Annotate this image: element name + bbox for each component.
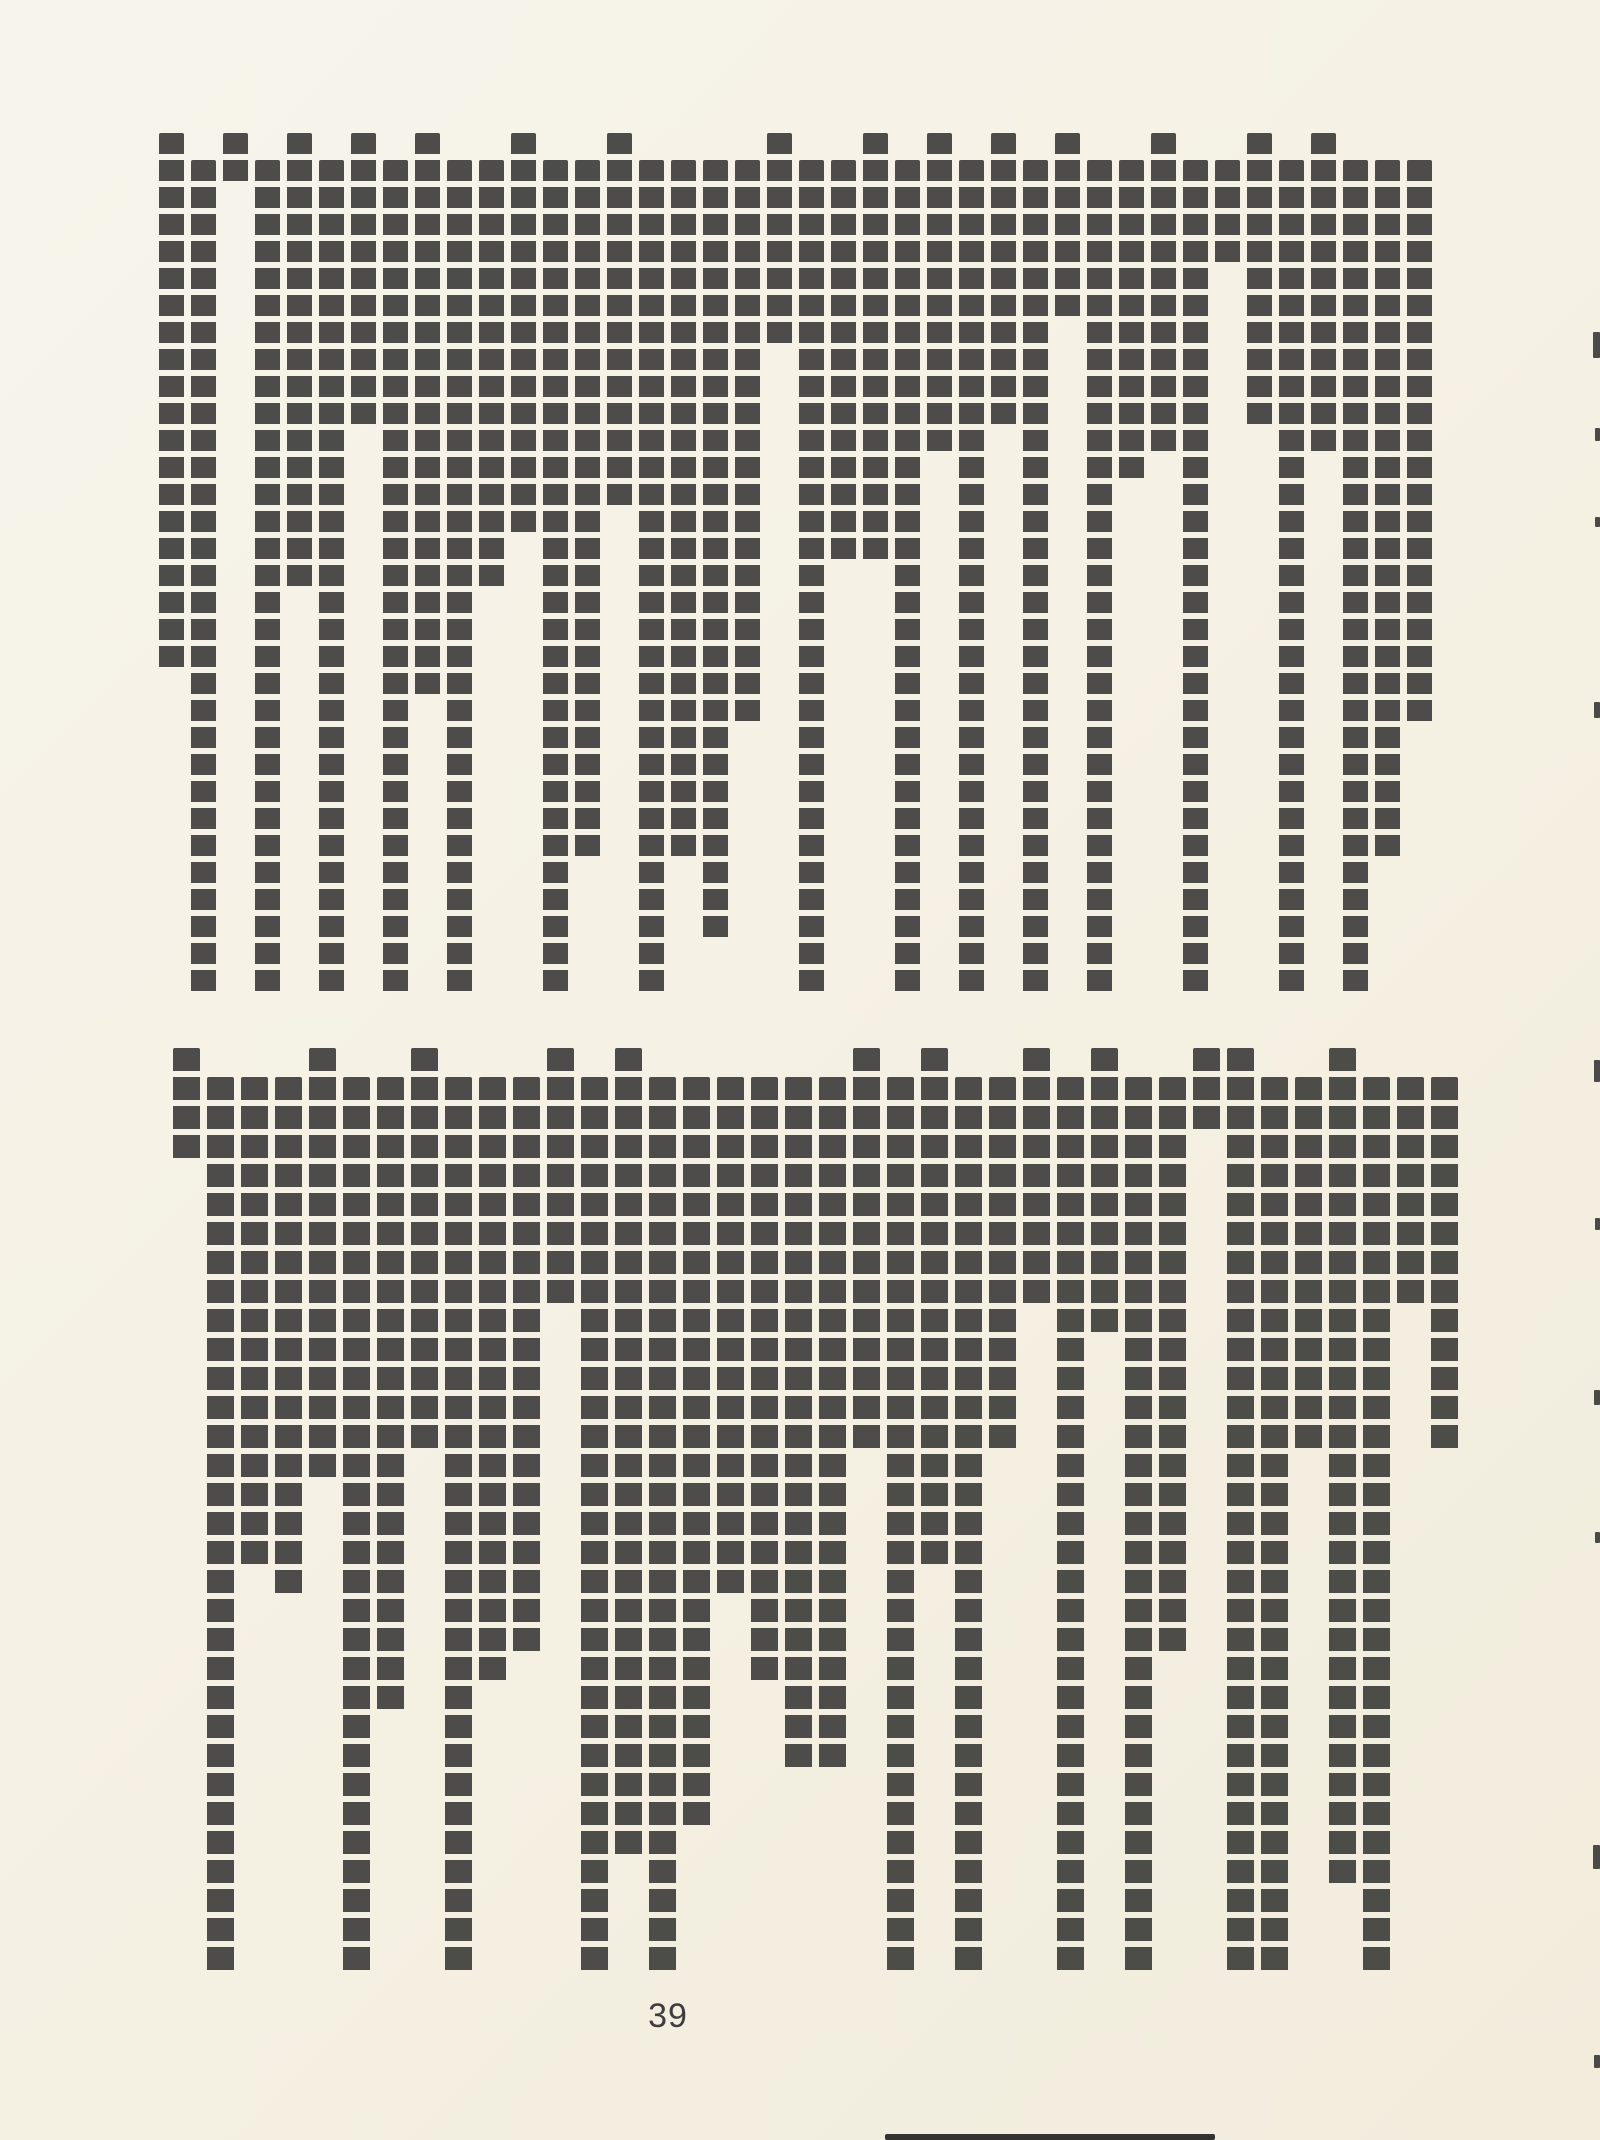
- text-block-bottom: [166, 1048, 1458, 1978]
- greeked-text-column: [1091, 1048, 1118, 1338]
- greeked-text-column: [735, 160, 760, 727]
- greeked-text-column: [1055, 133, 1080, 322]
- greeked-text-column: [575, 160, 600, 862]
- greeked-text-column: [863, 133, 888, 565]
- greeked-text-column: [1261, 1077, 1288, 1976]
- greeked-text-column: [1087, 160, 1112, 997]
- scan-artifact: [1595, 1532, 1600, 1543]
- greeked-text-column: [309, 1048, 336, 1483]
- greeked-text-column: [1193, 1048, 1220, 1135]
- greeked-text-column: [411, 1048, 438, 1454]
- greeked-text-column: [543, 160, 568, 997]
- greeked-text-column: [1119, 160, 1144, 484]
- greeked-text-column: [639, 160, 664, 997]
- greeked-text-column: [683, 1077, 710, 1831]
- greeked-text-column: [989, 1077, 1016, 1454]
- greeked-text-column: [1023, 1048, 1050, 1309]
- greeked-text-column: [819, 1077, 846, 1773]
- scan-artifact: [1594, 702, 1600, 718]
- greeked-text-column: [1363, 1077, 1390, 1976]
- scan-artifact: [1593, 1845, 1600, 1869]
- greeked-text-column: [921, 1048, 948, 1570]
- greeked-text-column: [895, 160, 920, 997]
- greeked-text-column: [1247, 133, 1272, 430]
- greeked-text-column: [415, 133, 440, 700]
- greeked-text-column: [445, 1077, 472, 1976]
- greeked-text-column: [275, 1077, 302, 1599]
- greeked-text-column: [1311, 133, 1336, 457]
- greeked-text-column: [703, 160, 728, 943]
- greeked-text-column: [1227, 1048, 1254, 1976]
- greeked-text-column: [1375, 160, 1400, 862]
- greeked-text-column: [377, 1077, 404, 1715]
- greeked-text-column: [159, 133, 184, 673]
- greeked-text-column: [319, 160, 344, 997]
- text-block-top: [152, 133, 1432, 997]
- greeked-text-column: [955, 1077, 982, 1976]
- greeked-text-column: [751, 1077, 778, 1686]
- greeked-text-column: [547, 1048, 574, 1309]
- scan-artifact: [1594, 1060, 1600, 1082]
- greeked-text-column: [799, 160, 824, 997]
- greeked-text-column: [1431, 1077, 1458, 1454]
- greeked-text-column: [447, 160, 472, 997]
- greeked-text-column: [255, 160, 280, 997]
- greeked-text-column: [241, 1077, 268, 1570]
- scan-artifact: [1593, 332, 1600, 358]
- greeked-text-column: [853, 1048, 880, 1454]
- greeked-text-column: [615, 1048, 642, 1860]
- greeked-text-column: [607, 133, 632, 511]
- greeked-text-column: [351, 133, 376, 430]
- greeked-text-column: [1151, 133, 1176, 457]
- scan-artifact: [1595, 1218, 1600, 1230]
- greeked-text-column: [1407, 160, 1432, 727]
- greeked-text-column: [671, 160, 696, 862]
- greeked-text-column: [1295, 1077, 1322, 1454]
- greeked-text-column: [1397, 1077, 1424, 1309]
- greeked-text-column: [1023, 160, 1048, 997]
- page-number: 39: [648, 1997, 688, 2035]
- greeked-text-column: [1057, 1077, 1084, 1976]
- greeked-text-column: [1125, 1077, 1152, 1976]
- greeked-text-column: [1215, 160, 1240, 268]
- scan-artifact: [1594, 1390, 1600, 1405]
- greeked-text-column: [581, 1077, 608, 1976]
- greeked-text-column: [479, 1077, 506, 1686]
- greeked-text-column: [287, 133, 312, 592]
- scan-artifact: [1595, 428, 1600, 441]
- greeked-text-column: [959, 160, 984, 997]
- greeked-text-column: [1183, 160, 1208, 997]
- greeked-text-column: [887, 1077, 914, 1976]
- greeked-text-column: [383, 160, 408, 997]
- greeked-text-column: [1329, 1048, 1356, 1889]
- greeked-text-column: [785, 1077, 812, 1773]
- greeked-text-column: [513, 1077, 540, 1657]
- greeked-text-column: [831, 160, 856, 565]
- greeked-text-column: [1343, 160, 1368, 997]
- greeked-text-column: [479, 160, 504, 592]
- greeked-text-column: [927, 133, 952, 457]
- greeked-text-column: [649, 1077, 676, 1976]
- greeked-text-column: [511, 133, 536, 538]
- greeked-text-column: [767, 133, 792, 349]
- greeked-text-column: [173, 1048, 200, 1164]
- scan-artifact: [885, 2134, 1215, 2140]
- greeked-text-column: [343, 1077, 370, 1976]
- greeked-text-column: [717, 1077, 744, 1599]
- scan-artifact: [1595, 517, 1600, 527]
- scan-artifact: [1594, 2055, 1600, 2068]
- greeked-text-column: [1279, 160, 1304, 997]
- greeked-text-column: [207, 1077, 234, 1976]
- greeked-text-column: [191, 160, 216, 997]
- greeked-text-column: [1159, 1077, 1186, 1657]
- greeked-text-column: [991, 133, 1016, 430]
- greeked-text-column: [223, 133, 248, 187]
